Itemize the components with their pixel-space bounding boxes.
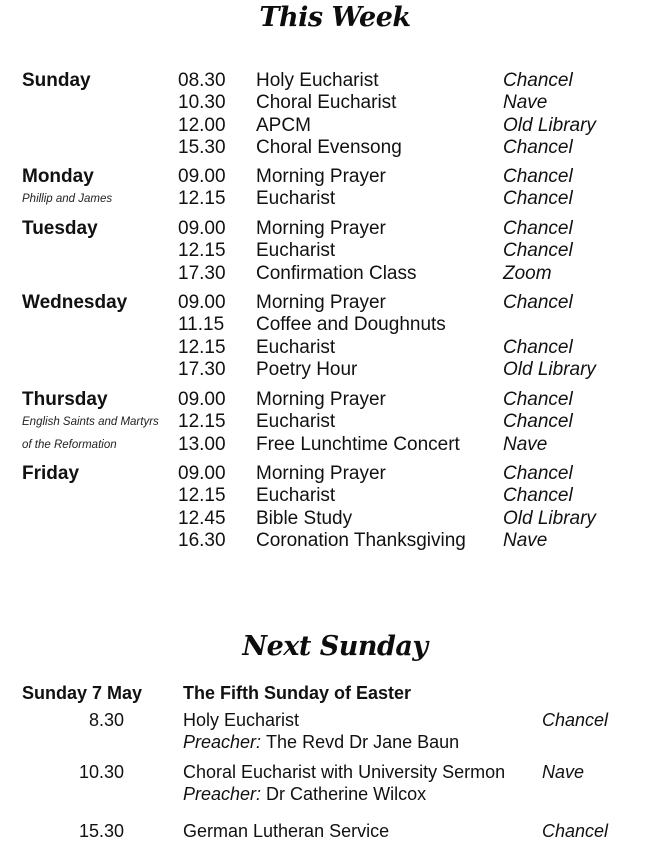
event-time: 13.00	[178, 433, 226, 455]
event-time: 08.30	[178, 70, 226, 91]
schedule-row	[0, 411, 670, 433]
service-time: 10.30	[78, 762, 124, 782]
event-name: Eucharist	[256, 336, 336, 358]
schedule-row	[0, 389, 670, 411]
event-time: 12.15	[178, 188, 226, 210]
service-time: 15.30	[78, 821, 124, 841]
event-location: Chancel	[503, 485, 573, 507]
event-time: 16.30	[178, 529, 226, 551]
schedule-row	[0, 337, 670, 359]
day-name-sunday: Sunday	[22, 70, 91, 91]
event-name: Choral Evensong	[256, 136, 402, 158]
schedule-row	[0, 240, 670, 262]
schedule-row	[0, 485, 670, 507]
event-time: 17.30	[178, 358, 226, 380]
day-name-friday: Friday	[22, 463, 80, 484]
event-location: Chancel	[503, 463, 573, 484]
event-location: Old Library	[503, 507, 596, 529]
event-time: 10.30	[178, 92, 226, 114]
preacher-name: The Revd Dr Jane Baun	[266, 732, 460, 752]
next-sunday-title: Next Sunday	[242, 631, 428, 662]
schedule-row	[0, 70, 670, 92]
event-name: Free Lunchtime Concert	[256, 433, 460, 455]
service-location: Nave	[542, 762, 585, 782]
event-location: Chancel	[503, 292, 573, 313]
event-name: Confirmation Class	[256, 262, 417, 284]
event-location: Chancel	[503, 411, 573, 433]
event-name: Morning Prayer	[256, 218, 386, 239]
event-name: Morning Prayer	[256, 463, 386, 484]
event-time: 12.15	[178, 336, 226, 358]
event-time: 09.00	[178, 218, 226, 239]
service-location: Chancel	[542, 710, 609, 730]
event-location: Chancel	[503, 136, 573, 158]
event-name: Eucharist	[256, 411, 336, 433]
day-name-thursday: Thursday	[22, 389, 108, 410]
event-location: Chancel	[503, 70, 573, 91]
day-note: Phillip and James	[22, 193, 113, 206]
event-name: Coronation Thanksgiving	[256, 529, 466, 551]
event-location: Chancel	[503, 218, 573, 239]
day-note: of the Reformation	[22, 438, 117, 451]
service-name: Choral Eucharist with University Sermon	[183, 762, 506, 782]
event-time: 09.00	[178, 389, 226, 410]
event-name: Morning Prayer	[256, 389, 386, 410]
preacher-label: Preacher:	[183, 732, 267, 752]
event-location: Nave	[503, 529, 548, 551]
schedule-row	[0, 463, 670, 485]
schedule-row	[0, 530, 670, 552]
day-name-wednesday: Wednesday	[22, 292, 128, 313]
day-name-tuesday: Tuesday	[22, 218, 98, 239]
event-location: Chancel	[503, 240, 573, 262]
schedule-row	[0, 188, 670, 210]
event-location: Chancel	[503, 166, 573, 187]
event-location: Old Library	[503, 114, 596, 136]
event-time: 09.00	[178, 463, 226, 484]
preacher-name: Dr Catherine Wilcox	[266, 784, 427, 804]
event-time: 12.15	[178, 240, 226, 262]
event-name: Poetry Hour	[256, 358, 358, 380]
event-name: Eucharist	[256, 485, 336, 507]
event-time: 12.45	[178, 507, 226, 529]
service-name: Holy Eucharist	[183, 710, 300, 730]
schedule-row	[0, 314, 670, 336]
event-name: Coffee and Doughnuts	[256, 314, 446, 336]
day-name-monday: Monday	[22, 166, 94, 187]
day-note: English Saints and Martyrs	[22, 416, 159, 429]
event-location: Chancel	[503, 336, 573, 358]
event-time: 09.00	[178, 166, 226, 187]
service-time: 8.30	[88, 710, 124, 730]
next-sunday-date: Sunday 7 May	[22, 683, 143, 703]
event-time: 12.15	[178, 411, 226, 433]
schedule-row	[0, 92, 670, 114]
event-name: Holy Eucharist	[256, 70, 379, 91]
schedule-row	[0, 166, 670, 188]
event-location: Chancel	[503, 188, 573, 210]
event-name: Bible Study	[256, 507, 353, 529]
schedule-row	[0, 359, 670, 381]
event-location: Zoom	[503, 262, 552, 284]
event-location: Chancel	[503, 389, 573, 410]
schedule-row	[0, 508, 670, 530]
event-location: Old Library	[503, 358, 596, 380]
service-name: German Lutheran Service	[183, 821, 390, 841]
service-preacher	[183, 731, 459, 753]
event-location: Nave	[503, 433, 548, 455]
schedule-row	[0, 292, 670, 314]
schedule-row	[0, 218, 670, 240]
event-name: Choral Eucharist	[256, 92, 397, 114]
schedule-row	[0, 263, 670, 285]
event-time: 12.15	[178, 485, 226, 507]
event-time: 09.00	[178, 292, 226, 313]
event-name: Morning Prayer	[256, 166, 386, 187]
event-time: 17.30	[178, 262, 226, 284]
event-time: 11.15	[178, 314, 225, 336]
preacher-label: Preacher:	[183, 784, 267, 804]
event-time: 12.00	[178, 114, 226, 136]
schedule-row	[0, 115, 670, 137]
this-week-title: This Week	[259, 2, 411, 33]
schedule-row	[0, 434, 670, 456]
service-preacher	[183, 783, 426, 805]
event-name: Morning Prayer	[256, 292, 386, 313]
schedule-row	[0, 137, 670, 159]
service-location: Chancel	[542, 821, 609, 841]
event-name: APCM	[256, 114, 311, 136]
event-name: Eucharist	[256, 240, 336, 262]
event-name: Eucharist	[256, 188, 336, 210]
event-time: 15.30	[178, 136, 226, 158]
next-sunday-heading: The Fifth Sunday of Easter	[183, 683, 412, 703]
event-location: Nave	[503, 92, 548, 114]
